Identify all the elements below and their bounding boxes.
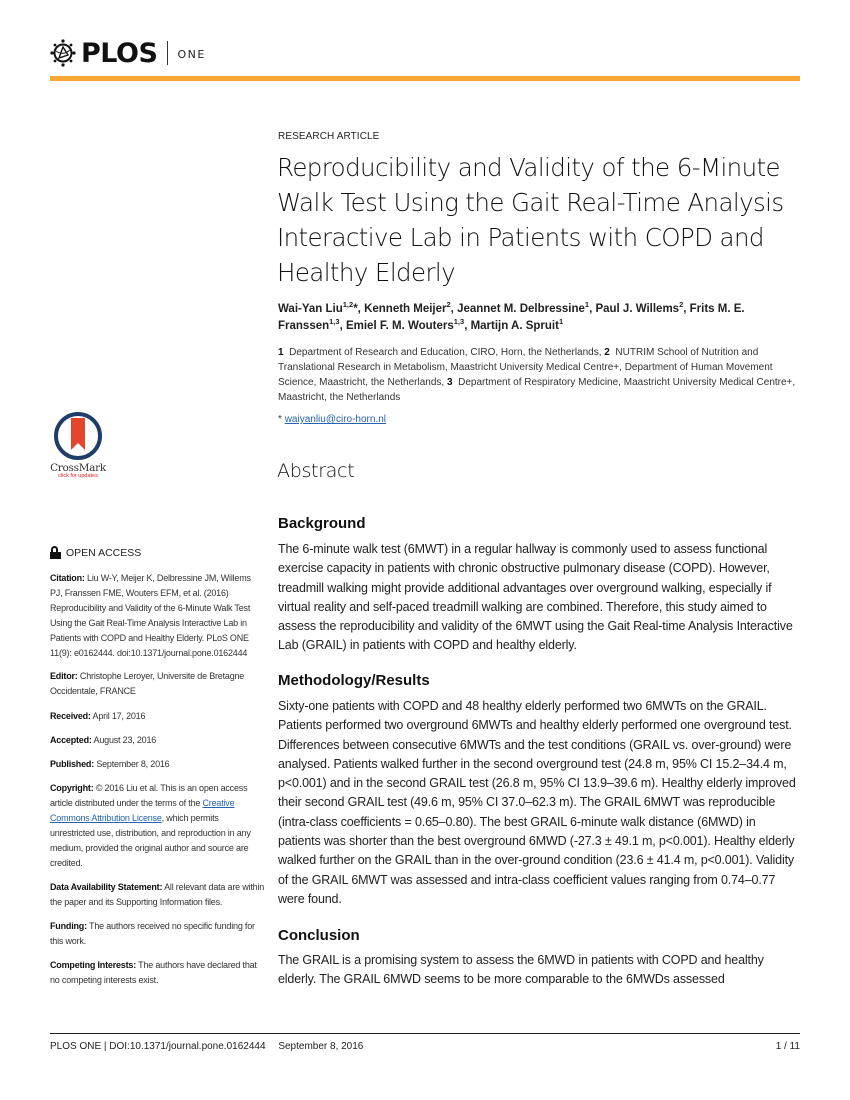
crossmark-ribbon-icon [71,418,85,450]
article-title: Reproducibility and Validity of the 6-Minute Walk Test Using the Gait Real-Time Analysis Interactive Lab in Patients with COPD and Healthy Elderly [277,153,784,287]
data-availability-block [50,880,265,910]
author[interactable]: Jeannet M. Delbressine [457,303,585,315]
author[interactable]: Emiel F. M. Wouters [345,320,454,332]
corresponding-asterisk: * [278,414,282,425]
published-date: September 8, 2016 [96,759,170,769]
logo-one-text: ONE [177,47,206,61]
data-availability-label: Data Availability Statement: [50,882,163,892]
author-affiliation-sup: 1 [558,317,564,327]
corresponding-mark: * [353,303,358,315]
competing-interests-text: The authors have declared that no competing interests exist. [50,960,257,985]
author-affiliation-sup: 1,3 [453,317,465,327]
author[interactable]: Frits M. E. Franssen [278,303,745,332]
footer-citation [50,1041,363,1052]
corresponding-email-link[interactable]: waiyanliu@ciro-horn.nl [284,414,386,425]
open-access-label: OPEN ACCESS [66,546,142,559]
accepted-block [50,733,265,748]
open-lock-icon [50,546,61,559]
competing-interests-label: Competing Interests: [50,960,137,970]
received-date: April 17, 2016 [92,711,146,721]
accepted-label: Accepted: [50,735,92,745]
affiliation-number: 2 [604,347,610,358]
footer-rule [50,1033,800,1034]
logo-divider [167,41,168,65]
affiliation-number: 3 [446,377,453,388]
affiliations [278,345,798,405]
copyright-label: Copyright: [50,783,94,793]
author-affiliation-sup: 1,2 [342,300,354,310]
received-label: Received: [50,711,91,721]
methodology-results-heading: Methodology/Results [278,672,430,689]
footer-date: September 8, 2016 [278,1041,364,1052]
corresponding-author [278,414,386,425]
page-number: 1 / 11 [775,1041,800,1052]
creative-commons-license-link[interactable]: Creative Commons Attribution License [50,798,235,823]
author[interactable]: Martijn A. Spruit [470,320,559,332]
copyright-block [50,781,265,871]
author-affiliation-sup: 2 [446,300,451,310]
copyright-text: © 2016 Liu et al. This is an open access article distributed under the terms of the [50,783,248,808]
plos-globe-icon [48,38,78,68]
copyright-text-cont: , which permits unrestricted use, distribution, and reproduction in any medium, provided the original author and source are credited. [50,813,251,868]
background-heading: Background [278,515,366,532]
funding-label: Funding: [50,921,87,931]
published-block [50,757,265,772]
header-accent-rule [50,76,800,81]
competing-interests-block [50,958,265,988]
crossmark-label: CrossMark [50,462,106,474]
data-availability-text: All relevant data are within the paper and its Supporting Information files. [50,882,265,907]
author-affiliation-sup: 2 [679,300,684,310]
funding-block [50,919,265,949]
citation-block [50,571,265,661]
author-affiliation-sup: 1 [584,300,590,310]
citation-label: Citation: [50,573,85,583]
editor-block [50,669,265,699]
author-list: Wai-Yan Liu$^{1,2}$*, Kenneth Meijer$^2$, Jeannet M. Delbressine$^1$, Paul J. Willems$^2$, Frits M. E. Franssen$^{1,3}$, Emiel F. M. Wouters$^{1,3}$, Martijn A. Spruit$^1$ [278,300,745,332]
open-access-badge [50,546,141,559]
author-affiliation-sup: 1,3 [329,317,340,327]
editor-text: Christophe Leroyer, Universite de Bretagne Occidentale, FRANCE [50,671,245,696]
affiliation-text: Department of Respiratory Medicine, Maastricht University Medical Centre+, Maastricht, the Netherlands [278,377,796,403]
crossmark-sublabel: click for updates [58,473,98,479]
affiliation-number: 1 [278,347,284,358]
editor-label: Editor: [50,671,78,681]
funding-text: The authors received no specific funding for this work. [50,921,255,946]
methodology-results-body: Sixty-one patients with COPD and 48 healthy elderly performed two 6MWTs on the GRAIL. Patients performed two overground 6MWTs and healthy elderly performed one overground test. Differences between consecutive 6MWTs and the test conditions (GRAIL vs. over-ground) were analysed. Patients walked further in the second overground test (24.8 m, 95% CI 15.2–34.4 m, p<0.001) and in the second GRAIL test (26.8 m, 95% CI 13.9–39.6 m). Healthy elderly improved their second GRAIL test (49.6 m, 95% CI 37.0–62.3 m). The GRAIL 6MWT was reproducible (intra-class coefficients = 0.65–0.80). The best GRAIL 6-minute walk distance (6MWD) in patients was shorter than the best overground 6MWD (-27.3 ± 49.1 m, p<0.001). Healthy elderly walked further on the GRAIL than in the over-ground condition (23.6 ± 41.4 m, p<0.001). Validity of the GRAIL 6MWT was assessed and intra-class coefficient values ranging from 0.74–0.77 were found. [278,699,796,906]
footer-journal-doi: PLOS ONE | DOI:10.1371/journal.pone.0162444 [50,1041,266,1052]
received-block [50,709,265,724]
affiliation-text: NUTRIM School of Nutrition and Translational Research in Metabolism, Maastricht University Medical Centre+, Department of Human Movement Science, Maastricht, the Netherlands, [278,347,773,388]
conclusion-body: The GRAIL is a promising system to assess the 6MWD in patients with COPD and healthy elderly. The GRAIL 6MWD seems to be more comparable to the 6MWDs assessed [278,953,764,987]
author[interactable]: Wai-Yan Liu [278,303,343,315]
background-body: The 6-minute walk test (6MWT) in a regular hallway is commonly used to assess functional exercise capacity in patients with chronic obstructive pulmonary disease (COPD). However, treadmill walking might provide additional advantages over overground walking, especially if virtual reality and self-paced treadmill walking are combined. Therefore, this study aimed to assess the reproducibility and validity of the 6MWT using the Gait Real-time Analysis Interactive Lab (GRAIL) in patients with COPD and healthy elderly. [278,542,793,653]
citation-text: Liu W-Y, Meijer K, Delbressine JM, Willems PJ, Franssen FME, Wouters EFM, et al. (2016) Reproducibility and Validity of the 6-Minute Walk Test Using the Gait Real-Time Analysis Interactive Lab in Patients with COPD and Healthy Elderly. PLoS ONE 11(9): e0162444. doi:10.1371/journal.pone.0162444 [50,573,251,658]
published-label: Published: [50,759,95,769]
logo-plos-text: PLOS [81,37,158,69]
crossmark-icon [54,412,102,460]
article-type: RESEARCH ARTICLE [278,131,380,142]
accepted-date: August 23, 2016 [93,735,157,745]
crossmark-button[interactable] [48,412,108,479]
author[interactable]: Kenneth Meijer [364,303,447,315]
abstract-heading: Abstract [277,460,355,482]
conclusion-heading: Conclusion [278,927,360,944]
affiliation-text: Department of Research and Education, CIRO, Horn, the Netherlands, [289,347,602,358]
plos-one-logo [48,36,206,70]
author[interactable]: Paul J. Willems [595,303,680,315]
